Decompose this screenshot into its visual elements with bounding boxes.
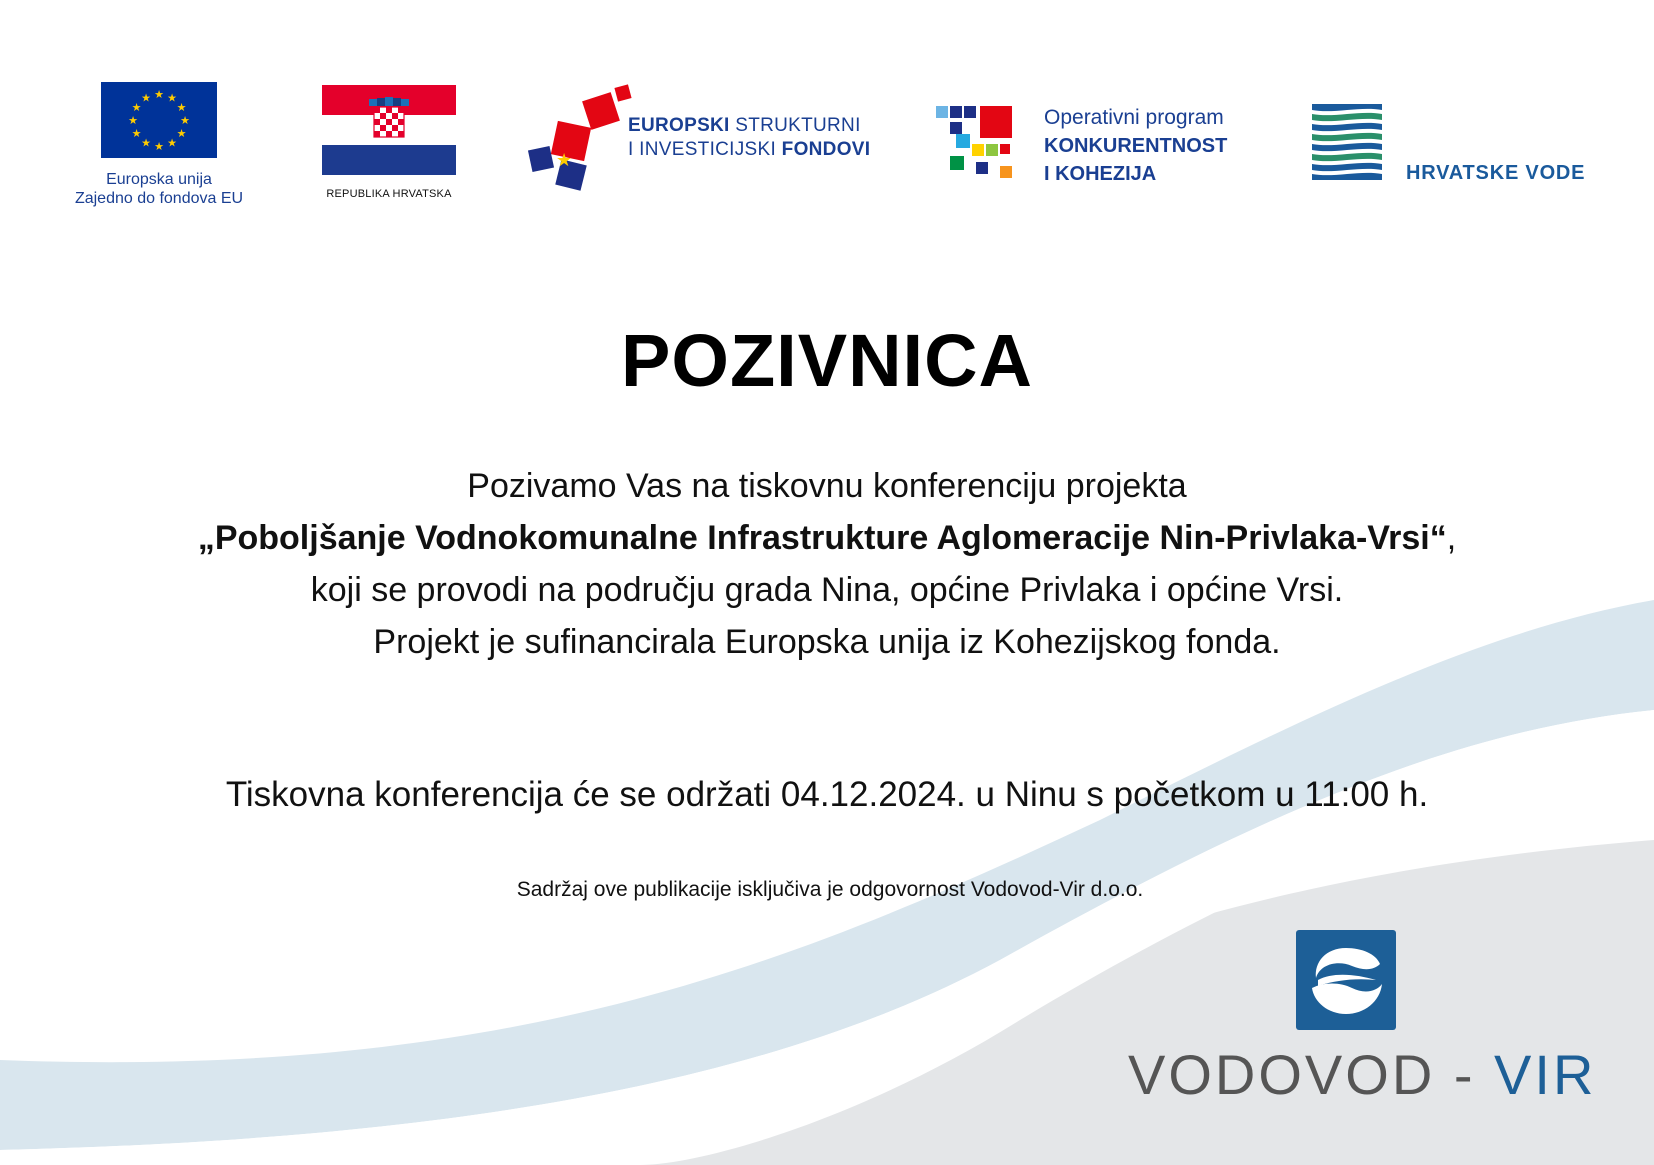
svg-text:★: ★ bbox=[154, 140, 164, 153]
opkk-logo bbox=[936, 100, 1256, 190]
svg-text:★: ★ bbox=[131, 101, 142, 114]
svg-text:★: ★ bbox=[176, 127, 187, 140]
intro-line3: koji se provodi na području grada Nina, općine Privlaka i općine Vrsi. bbox=[310, 571, 1344, 609]
svg-text:★: ★ bbox=[167, 91, 177, 105]
svg-text:★: ★ bbox=[556, 150, 573, 171]
vodovod-vir-part2: VIR bbox=[1494, 1043, 1597, 1106]
opkk-line2: KONKURENTNOST bbox=[1044, 135, 1228, 157]
eu-caption bbox=[64, 170, 254, 208]
vodovod-vir-icon bbox=[1296, 930, 1396, 1030]
intro-line1: Pozivamo Vas na tiskovnu konferenciju projekta bbox=[467, 467, 1187, 505]
eu-flag-icon bbox=[101, 82, 217, 158]
croatia-flag-icon bbox=[322, 85, 456, 175]
intro-line4: Projekt je sufinancirala Europska unija iz Kohezijskog fonda. bbox=[373, 623, 1281, 661]
croatia-logo bbox=[320, 85, 458, 200]
esif-line1-rest: STRUKTURNI bbox=[729, 115, 861, 136]
hrvatske-vode-name: HRVATSKE VODE bbox=[1406, 162, 1586, 184]
esif-text bbox=[628, 114, 870, 162]
svg-text:★: ★ bbox=[180, 114, 190, 127]
hrvatske-vode-waves-icon bbox=[1310, 102, 1384, 188]
eu-caption-line1: Europska unija bbox=[106, 171, 212, 188]
intro-paragraph bbox=[0, 460, 1654, 668]
vodovod-vir-separator: - bbox=[1435, 1043, 1495, 1106]
hrvatske-vode-logo bbox=[1310, 100, 1610, 190]
svg-text:★: ★ bbox=[128, 114, 138, 127]
esif-line1-bold: EUROPSKI bbox=[628, 115, 730, 136]
project-name: „Poboljšanje Vodnokomunalne Infrastrukture Aglomeracije Nin-Privlaka-Vrsi“ bbox=[197, 519, 1447, 557]
svg-text:★: ★ bbox=[176, 101, 187, 114]
eu-caption-line2: Zajedno do fondova EU bbox=[74, 190, 244, 207]
eu-logo bbox=[64, 82, 254, 208]
opkk-line3: I KOHEZIJA bbox=[1044, 163, 1157, 185]
event-details: Tiskovna konferencija će se održati 04.12.2024. u Ninu s početkom u 11:00 h. bbox=[225, 775, 1429, 814]
vodovod-vir-part1: VODOVOD bbox=[1128, 1043, 1436, 1106]
esif-line2-rest: I INVESTICIJSKI bbox=[628, 139, 782, 160]
page-title: POZIVNICA bbox=[621, 319, 1033, 402]
opkk-squares-icon bbox=[936, 104, 1016, 184]
esif-line2-bold: FONDOVI bbox=[781, 139, 871, 160]
disclaimer: Sadržaj ove publikacije isključiva je odgovornost Vodovod-Vir d.o.o. bbox=[516, 878, 1144, 901]
vodovod-vir-swirl-icon bbox=[1296, 930, 1396, 1030]
opkk-line1: Operativni program bbox=[1044, 106, 1224, 129]
croatia-shield bbox=[374, 107, 404, 137]
intro-line2 bbox=[0, 512, 1654, 564]
croatia-caption: REPUBLIKA HRVATSKA bbox=[326, 188, 452, 200]
opkk-text bbox=[1044, 104, 1227, 188]
svg-text:★: ★ bbox=[131, 127, 142, 140]
esif-logo bbox=[528, 84, 871, 194]
svg-text:★: ★ bbox=[141, 91, 151, 105]
svg-text:★: ★ bbox=[167, 136, 177, 150]
vodovod-vir-wordmark bbox=[1128, 1042, 1597, 1107]
project-name-suffix: , bbox=[1446, 519, 1457, 557]
svg-text:★: ★ bbox=[141, 136, 151, 150]
svg-text:★: ★ bbox=[154, 88, 164, 101]
